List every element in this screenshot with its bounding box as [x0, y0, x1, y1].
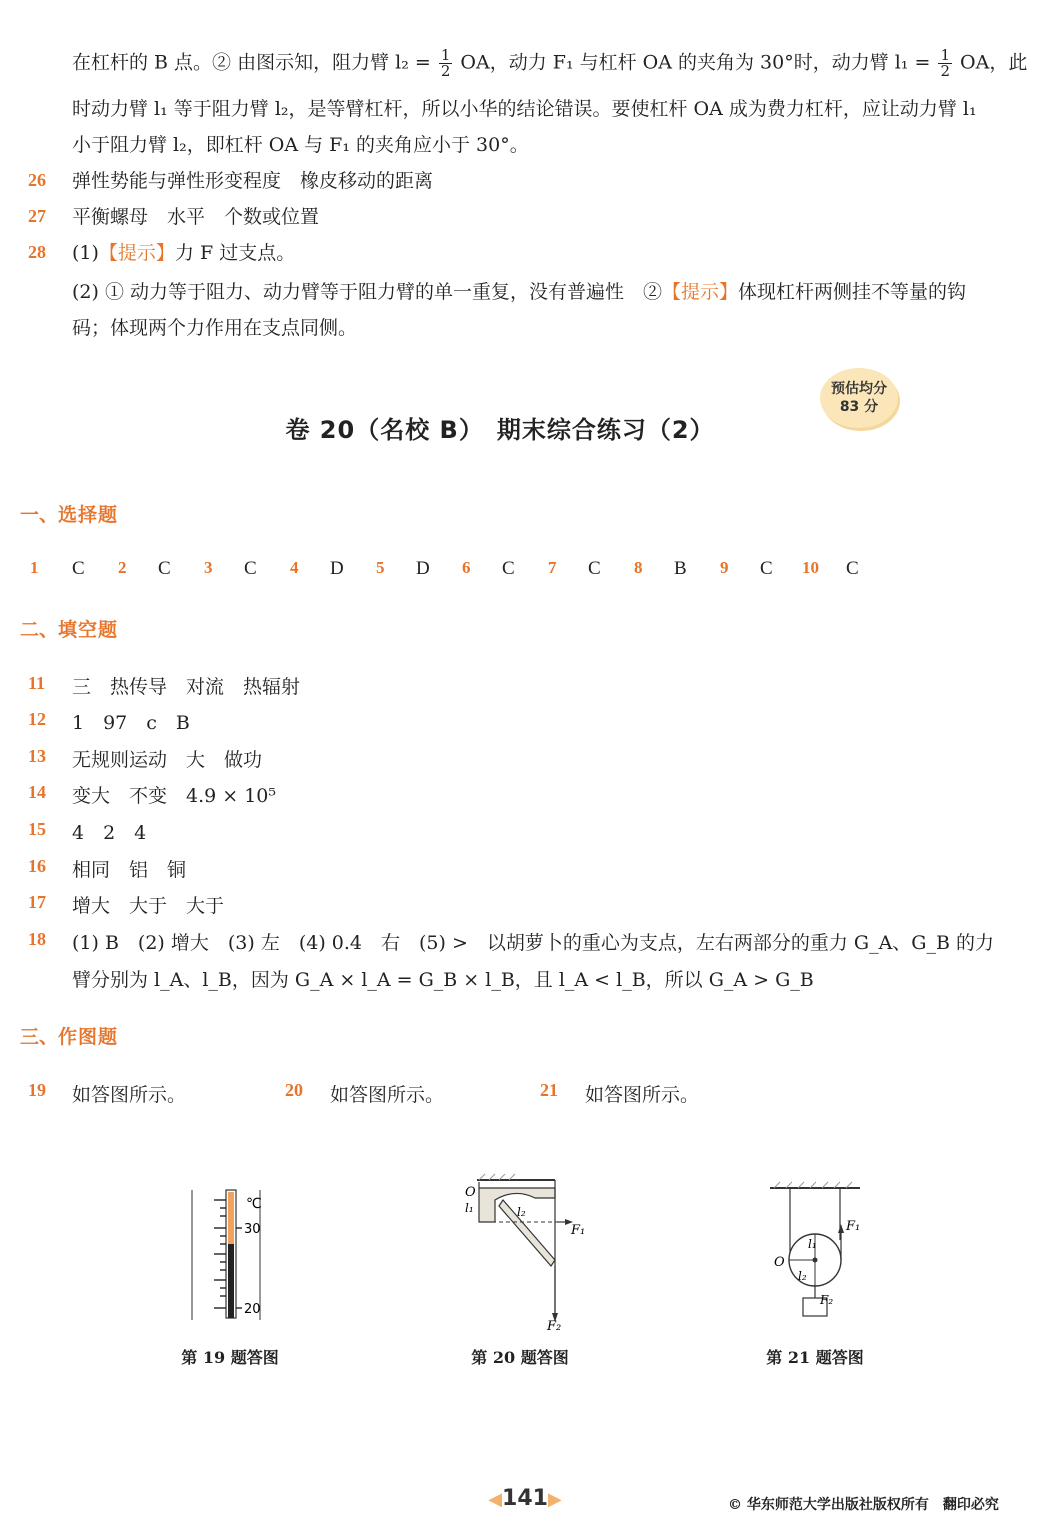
fraction: $\frac{1}{2}$	[440, 46, 451, 80]
text-segment: OA，此	[960, 51, 1028, 74]
force-label: F₂	[820, 1293, 834, 1307]
arm-label: l₁	[465, 1201, 474, 1215]
right-arrow-icon: ▶	[547, 1489, 562, 1510]
unit-label: ℃	[246, 1196, 262, 1212]
arm-label: l₂	[798, 1269, 807, 1283]
point-label: O	[465, 1185, 476, 1200]
question-number: 16	[28, 856, 46, 876]
badge-value: 83 分	[839, 399, 879, 415]
figure-caption: 第 19 题答图	[181, 1348, 279, 1367]
mc-answer: C	[502, 558, 515, 579]
mc-answer: C	[760, 558, 773, 579]
text-segment: OA，动力 F₁ 与杠杆 OA 的夹角为 30°时，动力臂 l₁ =	[460, 51, 937, 74]
question-number: 28	[28, 242, 46, 262]
tick-label: 20	[244, 1302, 261, 1317]
mc-number: 5	[376, 558, 385, 577]
mc-number: 2	[118, 558, 127, 577]
mc-number: 9	[720, 558, 729, 577]
mc-number: 10	[802, 558, 819, 577]
answer-text: 变大 不变 4.9 × 10⁵	[72, 785, 277, 807]
answer-text: 臂分别为 l_A、l_B，因为 G_A × l_A = G_B × l_B，且 l_A < l_B，所以 G_A > G_B	[72, 969, 814, 991]
answer-text: 三 热传导 对流 热辐射	[72, 676, 301, 698]
question-number: 21	[540, 1080, 558, 1100]
pulley-figure	[760, 1180, 870, 1330]
answer-text: 无规则运动 大 做功	[72, 749, 263, 771]
force-label: F₁	[846, 1219, 861, 1234]
answer-text: (1) B (2) 增大 (3) 左 (4) 0.4 右 (5) > 以胡萝卜的重心为支点，左右两部分的重力 G_A、G_B 的力	[72, 932, 994, 954]
mc-answer: C	[158, 558, 171, 579]
question-number: 14	[28, 782, 46, 802]
tick-label: 30	[244, 1222, 261, 1237]
copyright-notice: © 华东师范大学出版社版权所有 翻印必究	[728, 1497, 999, 1513]
answer-text: 如答图所示。	[330, 1084, 445, 1106]
section-heading: 一、选择题	[20, 504, 119, 526]
question-number: 12	[28, 709, 46, 729]
point-label: O	[774, 1255, 785, 1270]
multiple-choice-answers	[30, 558, 930, 584]
mc-answer: C	[244, 558, 257, 579]
text-line	[72, 48, 1027, 79]
question-number: 11	[28, 673, 46, 693]
question-number: 13	[28, 746, 46, 766]
answer-text: (1)【提示】力 F 过支点。	[72, 242, 296, 264]
answer-text: 如答图所示。	[585, 1084, 700, 1106]
answer-text: 弹性势能与弹性形变程度 橡皮移动的距离	[72, 170, 434, 192]
section-heading: 二、填空题	[20, 619, 119, 641]
answer-text: 码；体现两个力作用在支点同侧。	[72, 317, 358, 339]
mc-answer: C	[588, 558, 601, 579]
question-number: 19	[28, 1080, 46, 1100]
arm-label: l₂	[517, 1205, 526, 1219]
figure-caption: 第 21 题答图	[766, 1348, 864, 1367]
mc-answer: C	[72, 558, 85, 579]
mc-number: 6	[462, 558, 471, 577]
mc-answer: D	[330, 558, 344, 579]
text-line: 小于阻力臂 l₂，即杠杆 OA 与 F₁ 的夹角应小于 30°。	[72, 134, 529, 156]
badge-label: 预估均分	[831, 381, 887, 397]
answer-text: 1 97 c B	[72, 712, 190, 734]
hint-label: 【提示】	[662, 281, 739, 303]
force-label: F₂	[547, 1319, 562, 1330]
answer-text: (2) ① 动力等于阻力、动力臂等于阻力臂的单一重复，没有普遍性 ②【提示】体现杠杆两侧挂不等量的钩	[72, 281, 967, 303]
answer-text: 4 2 4	[72, 822, 147, 844]
hint-label: 【提示】	[98, 242, 175, 264]
fraction: $\frac{1}{2}$	[940, 46, 950, 80]
mc-number: 7	[548, 558, 557, 577]
answer-text: 增大 大于 大于	[72, 895, 225, 917]
thermometer-figure	[180, 1180, 290, 1330]
mc-number: 8	[634, 558, 643, 577]
force-label: F₁	[571, 1223, 586, 1238]
mc-number: 3	[204, 558, 213, 577]
mc-answer: C	[846, 558, 859, 579]
answer-text: 相同 铝 铜	[72, 859, 187, 881]
answer-text: 如答图所示。	[72, 1084, 187, 1106]
question-number: 18	[28, 929, 46, 949]
paper-title: 卷 20（名校 B） 期末综合练习（2）	[285, 416, 715, 444]
question-number: 27	[28, 206, 46, 226]
page-number: ◀141▶	[488, 1486, 562, 1511]
text-line: 时动力臂 l₁ 等于阻力臂 l₂，是等臂杠杆，所以小华的结论错误。要使杠杆 OA 成为费力杠杆，应让动力臂 l₁	[72, 98, 977, 120]
figure-caption: 第 20 题答图	[471, 1348, 569, 1367]
answer-text: 平衡螺母 水平 个数或位置	[72, 206, 320, 228]
left-arrow-icon: ◀	[488, 1489, 503, 1510]
question-number: 26	[28, 170, 46, 190]
mc-number: 4	[290, 558, 299, 577]
text-segment: 在杠杆的 B 点。② 由图示知，阻力臂 l₂ =	[72, 51, 437, 74]
question-number: 17	[28, 892, 46, 912]
question-number: 20	[285, 1080, 303, 1100]
mc-answer: D	[416, 558, 430, 579]
mc-answer: B	[674, 558, 687, 579]
question-number: 15	[28, 819, 46, 839]
lever-figure	[455, 1170, 595, 1330]
section-heading: 三、作图题	[20, 1026, 119, 1048]
arm-label: l₁	[808, 1237, 817, 1251]
mc-number: 1	[30, 558, 39, 577]
